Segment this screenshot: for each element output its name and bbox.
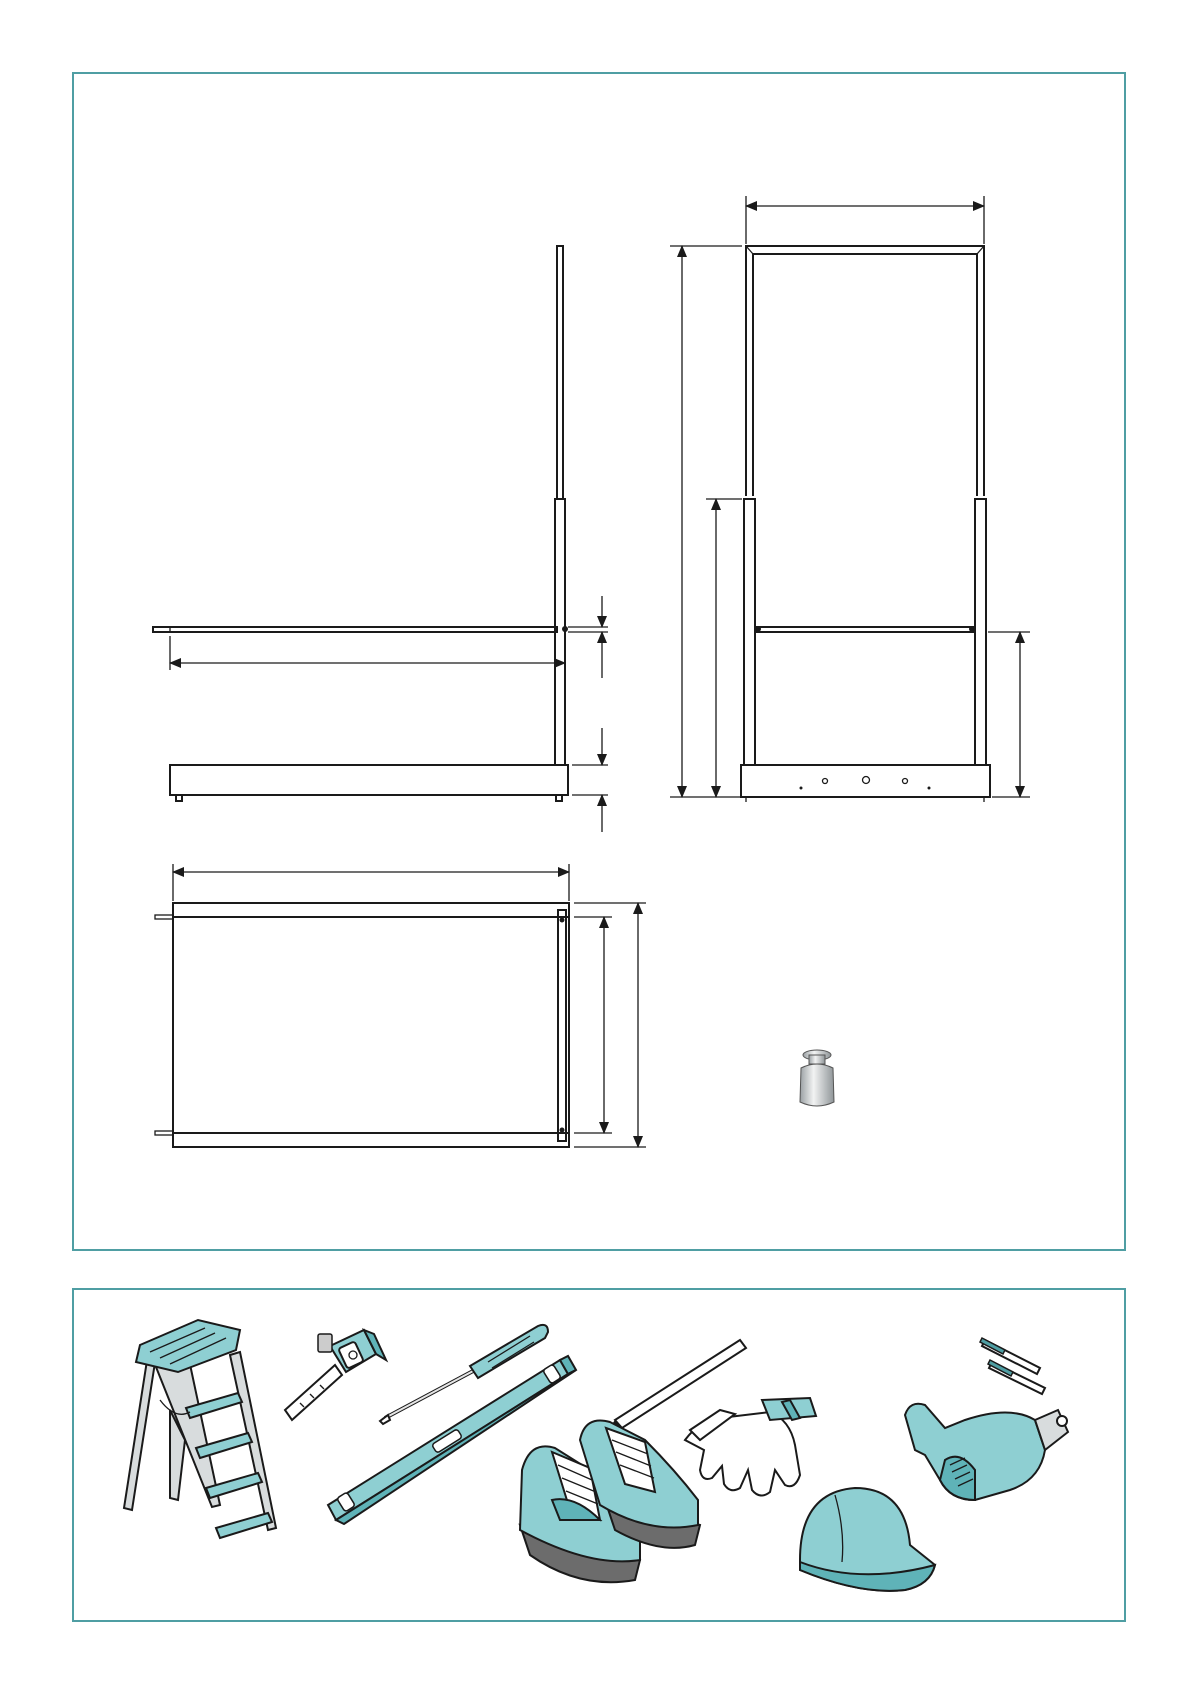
hard-hat-icon — [800, 1488, 935, 1591]
side-view-drawing — [153, 246, 608, 832]
work-gloves-icon — [685, 1398, 816, 1496]
tape-measure-icon — [285, 1330, 386, 1420]
safety-boots-icon — [520, 1420, 700, 1582]
weight-icon — [800, 1050, 834, 1106]
top-view-drawing — [155, 864, 646, 1147]
screwdriver-icon — [380, 1325, 548, 1424]
power-drill-icon — [905, 1404, 1068, 1500]
front-view-drawing — [670, 196, 1030, 802]
step-ladder-icon — [124, 1320, 276, 1538]
drill-bits-icon — [980, 1338, 1045, 1394]
